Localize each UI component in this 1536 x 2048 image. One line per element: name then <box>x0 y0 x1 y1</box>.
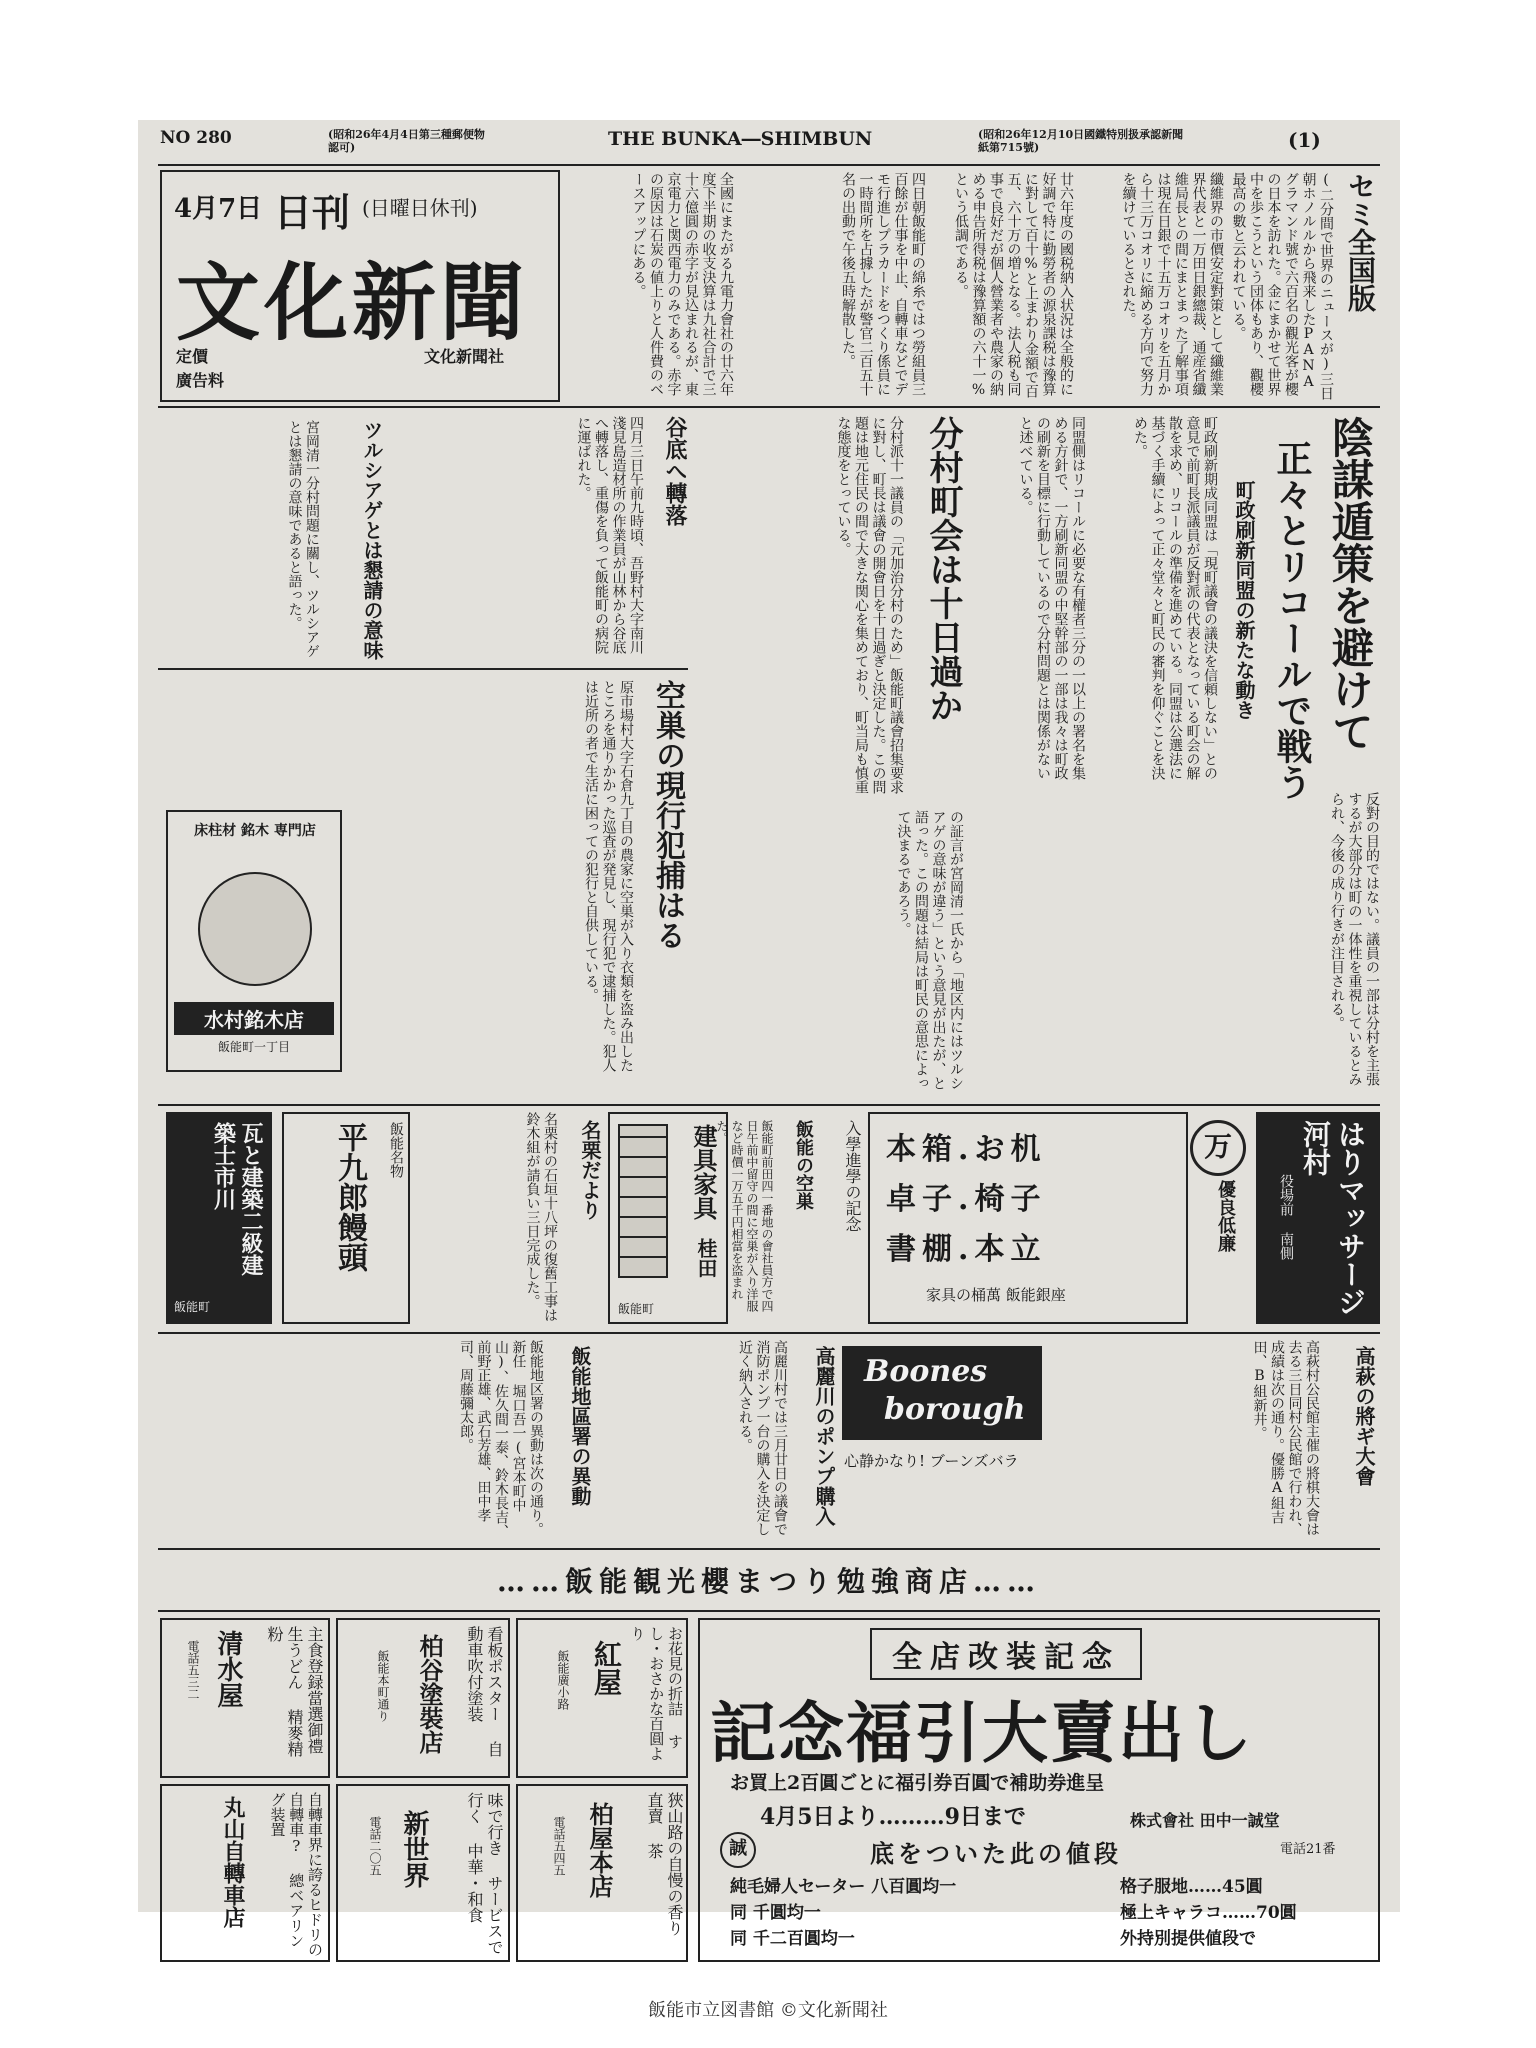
mid-rule-left <box>158 668 688 670</box>
furniture-ad <box>868 1112 1188 1324</box>
maruyama-name: 丸山自轉車店 <box>220 1796 246 1928</box>
semi-body: (二分間で世界のニュースが)三日朝ホノルルから飛来したPANAグラマンド號で六百名の觀光客が櫻の日本を訪れた。金にまかせて世界中を歩こうという団体もあり、觀櫻最高の數と云われている。 <box>1230 172 1334 400</box>
sale-row-1-right: 格子服地……45圓 <box>1120 1877 1263 1897</box>
sale-tel: 電話21番 <box>1280 1842 1336 1857</box>
kawara-ad <box>166 1112 272 1324</box>
main-headline: 陰謀遁策を避けて <box>1326 416 1375 752</box>
sale-big-title: 記念福引大賣出し <box>710 1694 1254 1772</box>
tsuru-body-2: の証言が宮岡清一氏から「地区内にはツルシアゲの意味が違う」という意見が出たが、と語った。この問題は結局は町民の意思によって決まるであろう。 <box>895 810 964 1090</box>
sale-price-head: 底をついた此の値段 <box>870 1839 1122 1868</box>
massage-title: はりマッサージ河村 <box>1299 1120 1367 1316</box>
newspaper-page <box>138 120 1400 1957</box>
mizumura-ad <box>166 810 342 1072</box>
cabinet-illustration <box>618 1124 668 1278</box>
rail-note: (昭和26年12月10日國鐵特別扱承認新聞紙第715號) <box>978 128 1184 155</box>
main-headline-2: 正々とリコールで戦う <box>1271 440 1313 800</box>
boones-ad <box>842 1346 1042 1440</box>
footer-credit: 飯能市立図書館 ©文化新聞社 <box>648 2000 888 2021</box>
sale-ad <box>698 1618 1380 1962</box>
header-rule <box>158 164 1380 166</box>
masthead-daily: 日刊 <box>274 190 351 235</box>
masthead-box <box>160 170 560 402</box>
furniture-line-3: 書棚.本立 <box>886 1232 1047 1267</box>
top-section-rule <box>158 406 1380 408</box>
entrance-label: 入學進學の記念 <box>843 1120 862 1232</box>
furniture-logo: 万 <box>1190 1120 1246 1176</box>
tategu-shop: 桂田 <box>694 1238 718 1278</box>
tsuru-headline: ツルシアゲとは懇請の意味 <box>360 420 384 660</box>
meisho-headline: 名栗だより <box>578 1120 602 1220</box>
sale-row-1-left: 純毛婦人セーター 八百圓均一 <box>730 1877 957 1897</box>
beniya-ad <box>516 1618 688 1778</box>
postal-note: (昭和26年4月4日第三種郵便物認可) <box>328 128 485 155</box>
ido-body: 飯能地区署の異動は次の通り。新任 堀口吾一(宮本町中山)、佐久間一泰、鈴木長吉、前野正雄、武石芳雄、田中孝司、周藤彌太郎。 <box>458 1340 544 1538</box>
ad-row-bottom-rule <box>158 1332 1380 1334</box>
kashiwaya-ad <box>516 1784 688 1962</box>
kashiwaya-name: 柏屋本店 <box>585 1802 614 1898</box>
matsuri-banner: ……飯能観光櫻まつり勉強商店…… <box>496 1565 1041 1598</box>
tategu-title: 建具家具 <box>689 1124 718 1220</box>
bunson-headline: 分村町会は十日過か <box>923 416 963 722</box>
masthead-english: THE BUNKA―SHIMBUN <box>608 128 873 150</box>
shimizu-name: 清水屋 <box>213 1630 243 1708</box>
boones-logo-2: borough <box>884 1392 1026 1427</box>
maruyama-label: 自轉車界に誇るヒドリの自轉車? 總ベアリング装置 <box>268 1792 324 1957</box>
sale-row-2-left: 同 千圓均一 <box>730 1903 821 1923</box>
masthead-date: 4月7日 <box>174 194 263 224</box>
kashiwa-paint-name: 柏谷塗裝店 <box>415 1634 444 1754</box>
takahagi-headline: 高萩の將ギ大會 <box>1352 1346 1376 1486</box>
tsuru-body: 宮岡清一分村問題に關し、ツルシアゲとは懇請の意味であると語った。 <box>286 420 320 658</box>
massage-ad <box>1256 1112 1380 1324</box>
mizumura-address: 飯能町一丁目 <box>217 1040 290 1054</box>
mizumura-title: 水村銘木店 <box>174 1002 334 1035</box>
boones-copy: 心静かなり! ブーンズバラ <box>844 1452 1019 1470</box>
lead-body: 纖維界の市價安定對策として纖維業界代表と一万田日銀總裁、通産省纖維局長との間にまとまった了解事項は現在日銀で十五万コオリを五月から十三万コオリに縮める方向で努力を續けているとされた。 <box>1120 172 1224 396</box>
masthead-title: 文化新聞 <box>176 253 529 352</box>
main-headline-sub: 町政刷新同盟の新たな動き <box>1232 480 1256 720</box>
manju-ad <box>282 1112 410 1324</box>
theft-headline: 空巣の現行犯捕はる <box>650 680 685 950</box>
hanno-akisu-body: 飯能町前田四一番地の會社員方で四日午前中留守の間に空巣が入り洋服など時價一万五千円相當を盗まれた。 <box>715 1120 774 1312</box>
matsuri-bottom-rule <box>158 1610 1380 1612</box>
shimizu-ad <box>160 1618 330 1778</box>
sale-company-mark: 誠 <box>720 1832 756 1868</box>
kashiwa-paint-address: 飯能本町通り <box>376 1650 390 1722</box>
reform-body: 町政刷新期成同盟は「現町議會の議決を信頼しない」との意見で前町長派議員が反對派の代表となっている町会の解散を求め、リコールの準備を進めている。同盟は公選法に基づく手續によって正々堂々と町民の審判を仰ぐことを決めた。 <box>1132 416 1218 780</box>
takahagi-body: 高萩村公民館主催の將棋大會は去る三日同村公民館で行われ、成績は次の通り。優勝A組吉田、B組新井。 <box>1251 1340 1320 1536</box>
tategu-ad <box>608 1112 728 1324</box>
furniture-line-2: 卓子.椅子 <box>886 1182 1047 1217</box>
valley-headline: 谷底へ轉落 <box>662 416 688 526</box>
shinsekai-tel: 電話二〇五 <box>368 1816 382 1876</box>
shinsekai-label: 味で行き サービスで行く 中華・和食 <box>465 1792 504 1955</box>
issue-number: NO 280 <box>160 128 232 148</box>
shinsekai-ad <box>336 1784 510 1962</box>
ido-body-top: 名栗村の石垣十八坪の復舊工事は鈴木組が請負い三日完成した。 <box>524 1112 558 1322</box>
mizumura-label: 床柱材 銘木 専門店 <box>194 823 316 839</box>
furniture-slogan: 優良低廉 <box>1215 1180 1236 1252</box>
kashiwaya-label: 狹山路の自慢の香り 直賣 茶 <box>645 1792 684 1936</box>
beniya-label: お花見の折詰 すし・おさかな百圓より <box>628 1626 684 1761</box>
sale-company: 株式會社 田中一誠堂 <box>1130 1811 1280 1830</box>
price-label: 定價 <box>176 347 209 366</box>
hanno-akisu-headline: 飯能の空巣 <box>793 1120 814 1210</box>
tategu-address: 飯能町 <box>618 1302 655 1316</box>
theft-body: 原市場村大字石倉九丁目の農家に空巣が入り衣類を盗み出したところを通りかかった巡査が発見し、現行犯で逮捕した。犯人は近所の者で生活に困っての犯行と自供している。 <box>583 680 634 1072</box>
manju-sub: 飯能名物 <box>388 1122 404 1178</box>
sale-copy: お買上2百圓ごとに福引券百圓で補助券進呈 <box>730 1772 1105 1794</box>
maruyama-ad <box>160 1784 330 1962</box>
ad-row-top-rule <box>158 1104 1380 1106</box>
koma-body: 高麗川村では三月廿日の議會で消防ポンプ一台の購入を決定し近く納入される。 <box>737 1340 788 1536</box>
shimizu-label: 主食登録當選御禮 生うどん 精麥精粉 <box>265 1626 324 1757</box>
shinsekai-name: 新世界 <box>399 1810 429 1888</box>
kashiwaya-tel: 電話五四五 <box>552 1816 566 1876</box>
sale-row-3-right: 外持別提供値段で <box>1120 1929 1256 1949</box>
shimizu-tel: 電話五三二 <box>186 1640 200 1700</box>
sale-row-3-left: 同 千二百圓均一 <box>730 1929 855 1949</box>
kashiwa-paint-ad <box>336 1618 510 1778</box>
reform-body-3: 反對の目的ではない。議員の一部は分村を主張するが大部分は町の一体性を重視しているとみられ、今後の成り行きが注目される。 <box>1329 792 1380 1086</box>
mizumura-photo <box>198 872 312 986</box>
beniya-name: 紅屋 <box>590 1640 623 1696</box>
ido-headline: 飯能地區署の異動 <box>568 1346 592 1506</box>
manju-title: 平九郎饅頭 <box>332 1122 367 1272</box>
publisher-name: 文化新聞社 <box>424 347 505 366</box>
matsuri-top-rule <box>158 1548 1380 1550</box>
furniture-shop: 家具の桶萬 飯能銀座 <box>926 1286 1066 1304</box>
kawara-title: 瓦と建築二級建築士市川 <box>210 1122 264 1276</box>
reform-body-2: 同盟側はリコールに必要な有權者三分の一以上の署名を集める方針で、一方刷新同盟の中堅幹部の一部は我々は町政の刷新を目標に行動しているので分村問題とは関係がないと述べている。 <box>1017 416 1086 780</box>
sale-row-2-right: 極上キャラコ……70圓 <box>1120 1903 1297 1923</box>
massage-address: 役場前 南側 <box>1278 1174 1294 1260</box>
semi-title: セミ全国版 <box>1344 172 1377 312</box>
page-number: (1) <box>1288 128 1321 152</box>
beniya-address: 飯能廣小路 <box>556 1650 570 1710</box>
sale-dates: 4月5日より………9日まで <box>760 1804 1026 1830</box>
tax-body: 廿六年度の國税納入状況は全般的に好調で特に勤勞者の源泉課税は豫算に對して百十%と上まわり金額で百五、六十万の増となる。法人税も同事で良好だが個人營業者や農家の納める申告所得税は豫算額の六十一%という低調である。 <box>953 172 1074 398</box>
kashiwa-paint-label: 看板ポスター 自動車吹付塗装 <box>465 1626 504 1757</box>
ad-label: 廣告料 <box>176 371 225 390</box>
bunson-body: 分村派十一議員の「元加治分村のため」飯能町議會招集要求に對し、町長は議會の開會日を十日過ぎと決定した。この問題は地元住民の間で大きな関心を集めており、町当局も慎重な態度をとっている。 <box>835 416 904 794</box>
factory-body: 四日朝飯能町の綿糸ではつ勞組員三百餘が仕事を中止、自轉車などでデモ行進しプラカードをつくり係員に一時間所を占據したが警官二百五十名の出動で午後五時解散した。 <box>840 172 926 396</box>
kawara-address: 飯能町 <box>174 1300 211 1314</box>
boones-logo-1: Boones <box>864 1354 988 1389</box>
sale-top-title: 全店改装記念 <box>870 1628 1142 1680</box>
furniture-line-1: 本箱.お机 <box>886 1132 1047 1167</box>
masthead-closed: (日曜日休刊) <box>362 196 478 220</box>
koma-headline: 高麗川のポンプ購入 <box>812 1346 836 1526</box>
power-body: 全國にまたがる九電力會社の廿六年度下半期の收支決算は九社合計で三十六億圓の赤字が見込まれるが、東京電力と関西電力のみである。赤字の原因は石炭の値上りと人件費のベースアップにある。 <box>630 172 734 396</box>
valley-body: 四月三日午前九時頃、吾野村大字南川淺見島造材所の作業員が山林から谷底へ轉落し、重傷を負って飯能町の病院に運ばれた。 <box>575 416 644 654</box>
